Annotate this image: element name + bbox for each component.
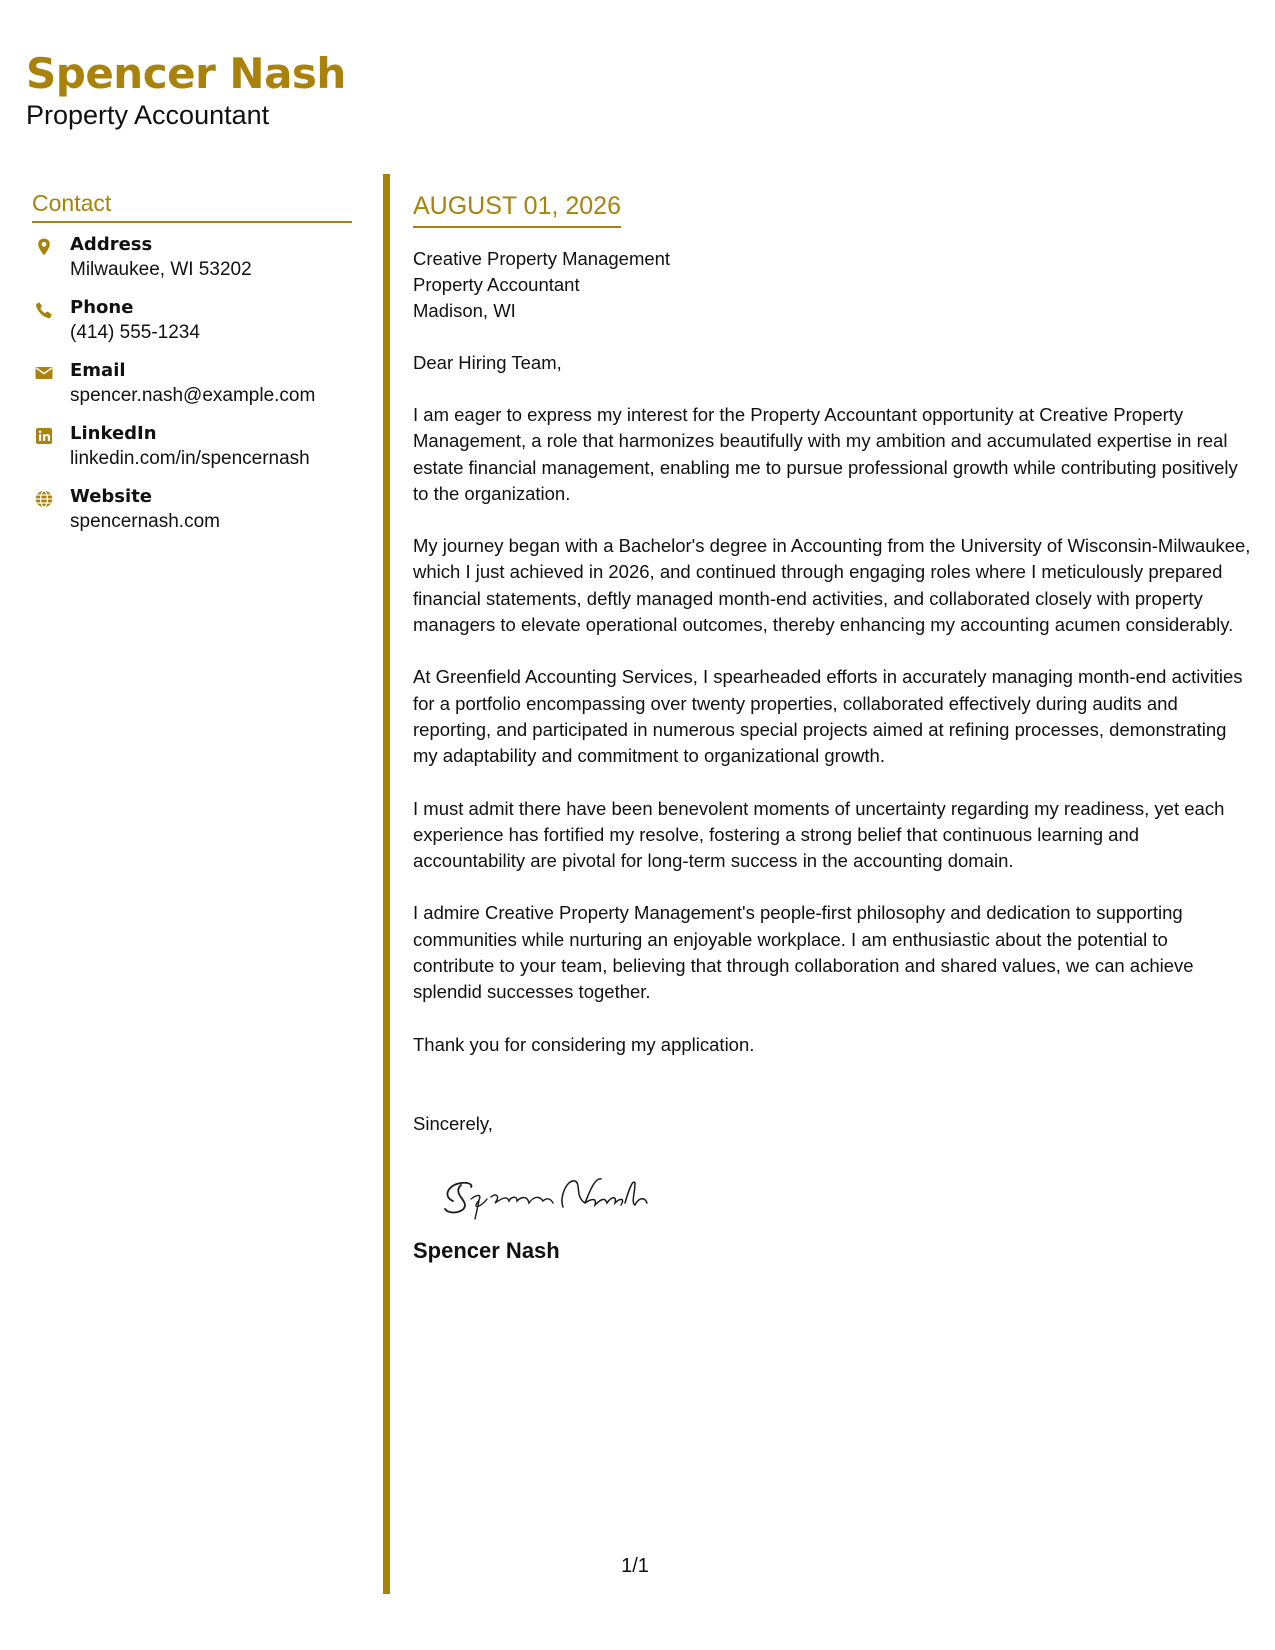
contact-label: Phone — [70, 297, 134, 318]
contact-website-value[interactable]: spencernash.com — [70, 511, 220, 532]
page-number: 1/1 — [621, 1555, 649, 1577]
handwritten-signature — [435, 1163, 675, 1223]
contact-heading: Contact — [32, 188, 352, 223]
contact-label: LinkedIn — [70, 423, 157, 444]
contact-linkedin-value[interactable]: linkedin.com/in/spencernash — [70, 448, 310, 469]
contact-address-value: Milwaukee, WI 53202 — [70, 259, 252, 280]
recipient-position: Property Accountant — [413, 274, 580, 295]
signer-name: Spencer Nash — [413, 1237, 560, 1263]
recipient-company: Creative Property Management — [413, 248, 671, 269]
body-paragraph: I am eager to express my interest for the Property Accountant opportunity at Creative Property Management, a role that harmonizes beautifully with my ambition and accumulated expertise in real estate financial management, enabling me to pursue professional growth while contributing positively to the organization. — [413, 404, 1238, 504]
body-paragraph: I must admit there have been benevolent moments of uncertainty regarding my readiness, yet each experience has fortified my resolve, fostering a strong belief that continuous learning and accountability are pivotal for long-term success in the accounting domain. — [413, 797, 1225, 872]
contact-sidebar — [32, 188, 352, 548]
location-pin-icon — [34, 237, 54, 257]
globe-icon — [34, 489, 54, 509]
contact-label: Website — [70, 486, 153, 507]
contact-item-linkedin — [32, 422, 352, 485]
body-paragraph: Thank you for considering my application. — [413, 1033, 755, 1055]
letter-date: AUGUST 01, 2026 — [413, 190, 621, 228]
closing: Sincerely, — [413, 1112, 493, 1134]
column-divider — [383, 174, 390, 1594]
body-paragraph: I admire Creative Property Management's people-first philosophy and dedication to supporting communities while nurturing an enjoyable workplace. I am enthusiastic about the potential to contribute to your team, believing that through collaboration and shared values, we can achieve splendid successes together. — [413, 902, 1194, 1003]
body-paragraph: My journey began with a Bachelor's degree in Accounting from the University of Wisconsin-Milwaukee, which I just achieved in 2026, and continued through engaging roles where I meticulously prepared financial statements, deftly managed month-end activities, and collaborated closely with property managers to elevate operational outcomes, thereby enhancing my accounting acumen considerably. — [413, 535, 1251, 636]
letter-body — [413, 190, 1253, 1265]
contact-item-address — [32, 233, 352, 296]
contact-label: Address — [70, 234, 153, 255]
phone-icon — [34, 300, 54, 320]
envelope-icon — [34, 363, 54, 383]
contact-item-phone — [32, 296, 352, 359]
candidate-title: Property Accountant — [26, 100, 270, 130]
body-paragraph: At Greenfield Accounting Services, I spearheaded efforts in accurately managing month-end activities for a portfolio encompassing over twenty properties, collaborated effectively during audits and reporting, and participated in numerous special projects aimed at refining processes, demonstrating my adaptability and commitment to organizational growth. — [413, 666, 1243, 767]
contact-email-value[interactable]: spencer.nash@example.com — [70, 385, 316, 406]
recipient-block — [413, 246, 1253, 324]
candidate-name: Spencer Nash — [26, 49, 346, 98]
recipient-location: Madison, WI — [413, 300, 516, 321]
contact-item-website — [32, 485, 352, 548]
contact-list — [32, 233, 352, 548]
linkedin-icon — [34, 426, 54, 446]
contact-phone-value: (414) 555-1234 — [70, 322, 200, 343]
salutation: Dear Hiring Team, — [413, 352, 562, 373]
contact-item-email — [32, 359, 352, 422]
contact-label: Email — [70, 360, 126, 381]
